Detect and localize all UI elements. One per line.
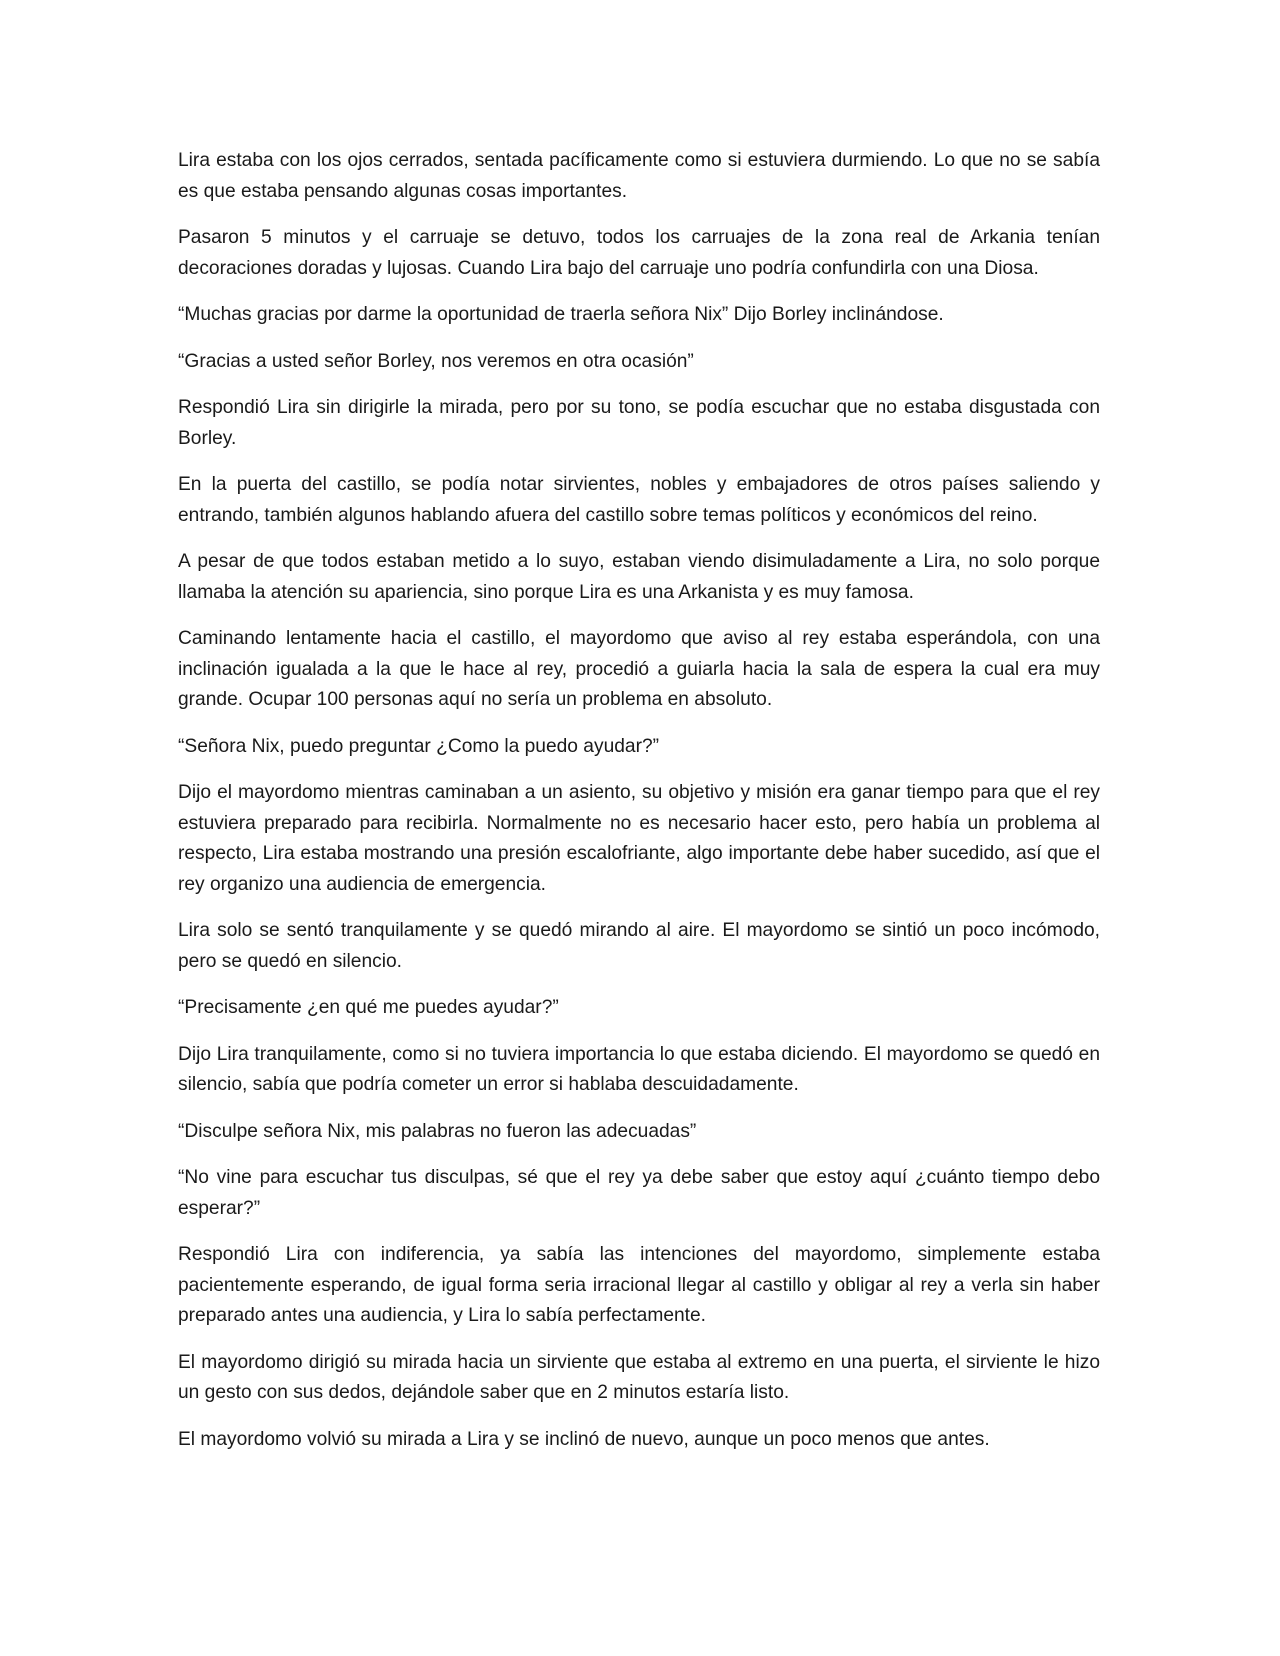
paragraph-11: Lira solo se sentó tranquilamente y se quedó mirando al aire. El mayordomo se sintió un poco incómodo, pero se quedó en silencio. (178, 920, 1100, 972)
paragraph-18: El mayordomo volvió su mirada a Lira y se inclinó de nuevo, aunque un poco menos que antes. (178, 1428, 990, 1450)
paragraph-12: “Precisamente ¿en qué me puedes ayudar?” (178, 997, 559, 1018)
paragraph-8: Caminando lentamente hacia el castillo, el mayordomo que aviso al rey estaba esperándola, con una inclinación igualada a la que le hace al rey, procedió a guiarla hacia la sala de espera la cual era muy grande. Ocupar 100 personas aquí no sería un problema en absoluto. (178, 628, 1100, 710)
paragraph-10: Dijo el mayordomo mientras caminaban a un asiento, su objetivo y misión era ganar tiempo para que el rey estuviera preparado para recibirla. Normalmente no es necesario hacer esto, pero había un problema al respecto, Lira estaba mostrando una presión escalofriante, algo importante debe haber sucedido, así que el rey organizo una audiencia de emergencia. (178, 782, 1100, 895)
paragraph-5: Respondió Lira sin dirigirle la mirada, pero por su tono, se podía escuchar que no estaba disgustada con Borley. (178, 397, 1100, 449)
paragraph-13: Dijo Lira tranquilamente, como si no tuviera importancia lo que estaba diciendo. El mayordomo se quedó en silencio, sabía que podría cometer un error si hablaba descuidadamente. (178, 1043, 1100, 1095)
paragraph-4: “Gracias a usted señor Borley, nos veremos en otra ocasión” (178, 350, 694, 372)
paragraph-15: “No vine para escuchar tus disculpas, sé que el rey ya debe saber que estoy aquí ¿cuánto tiempo debo esperar?” (178, 1167, 1100, 1219)
paragraph-14: “Disculpe señora Nix, mis palabras no fueron las adecuadas” (178, 1120, 697, 1142)
document-body (178, 146, 1100, 1471)
paragraph-16: Respondió Lira con indiferencia, ya sabía las intenciones del mayordomo, simplemente estaba pacientemente esperando, de igual forma seria irracional llegar al castillo y obligar al rey a verla sin haber preparado antes una audiencia, y Lira lo sabía perfectamente. (178, 1244, 1100, 1326)
paragraph-7: A pesar de que todos estaban metido a lo suyo, estaban viendo disimuladamente a Lira, no solo porque llamaba la atención su apariencia, sino porque Lira es una Arkanista y es muy famosa. (178, 551, 1100, 603)
paragraph-3: “Muchas gracias por darme la oportunidad de traerla señora Nix” Dijo Borley inclinándose. (178, 304, 944, 325)
paragraph-6: En la puerta del castillo, se podía notar sirvientes, nobles y embajadores de otros países saliendo y entrando, también algunos hablando afuera del castillo sobre temas políticos y económicos del reino. (178, 474, 1100, 526)
paragraph-1: Lira estaba con los ojos cerrados, sentada pacíficamente como si estuviera durmiendo. Lo que no se sabía es que estaba pensando algunas cosas importantes. (178, 150, 1100, 202)
paragraph-2: Pasaron 5 minutos y el carruaje se detuvo, todos los carruajes de la zona real de Arkania tenían decoraciones doradas y lujosas. Cuando Lira bajo del carruaje uno podría confundirla con una Diosa. (178, 227, 1100, 279)
paragraph-9: “Señora Nix, puedo preguntar ¿Como la puedo ayudar?” (178, 735, 660, 757)
paragraph-17: El mayordomo dirigió su mirada hacia un sirviente que estaba al extremo en una puerta, el sirviente le hizo un gesto con sus dedos, dejándole saber que en 2 minutos estaría listo. (178, 1351, 1100, 1403)
